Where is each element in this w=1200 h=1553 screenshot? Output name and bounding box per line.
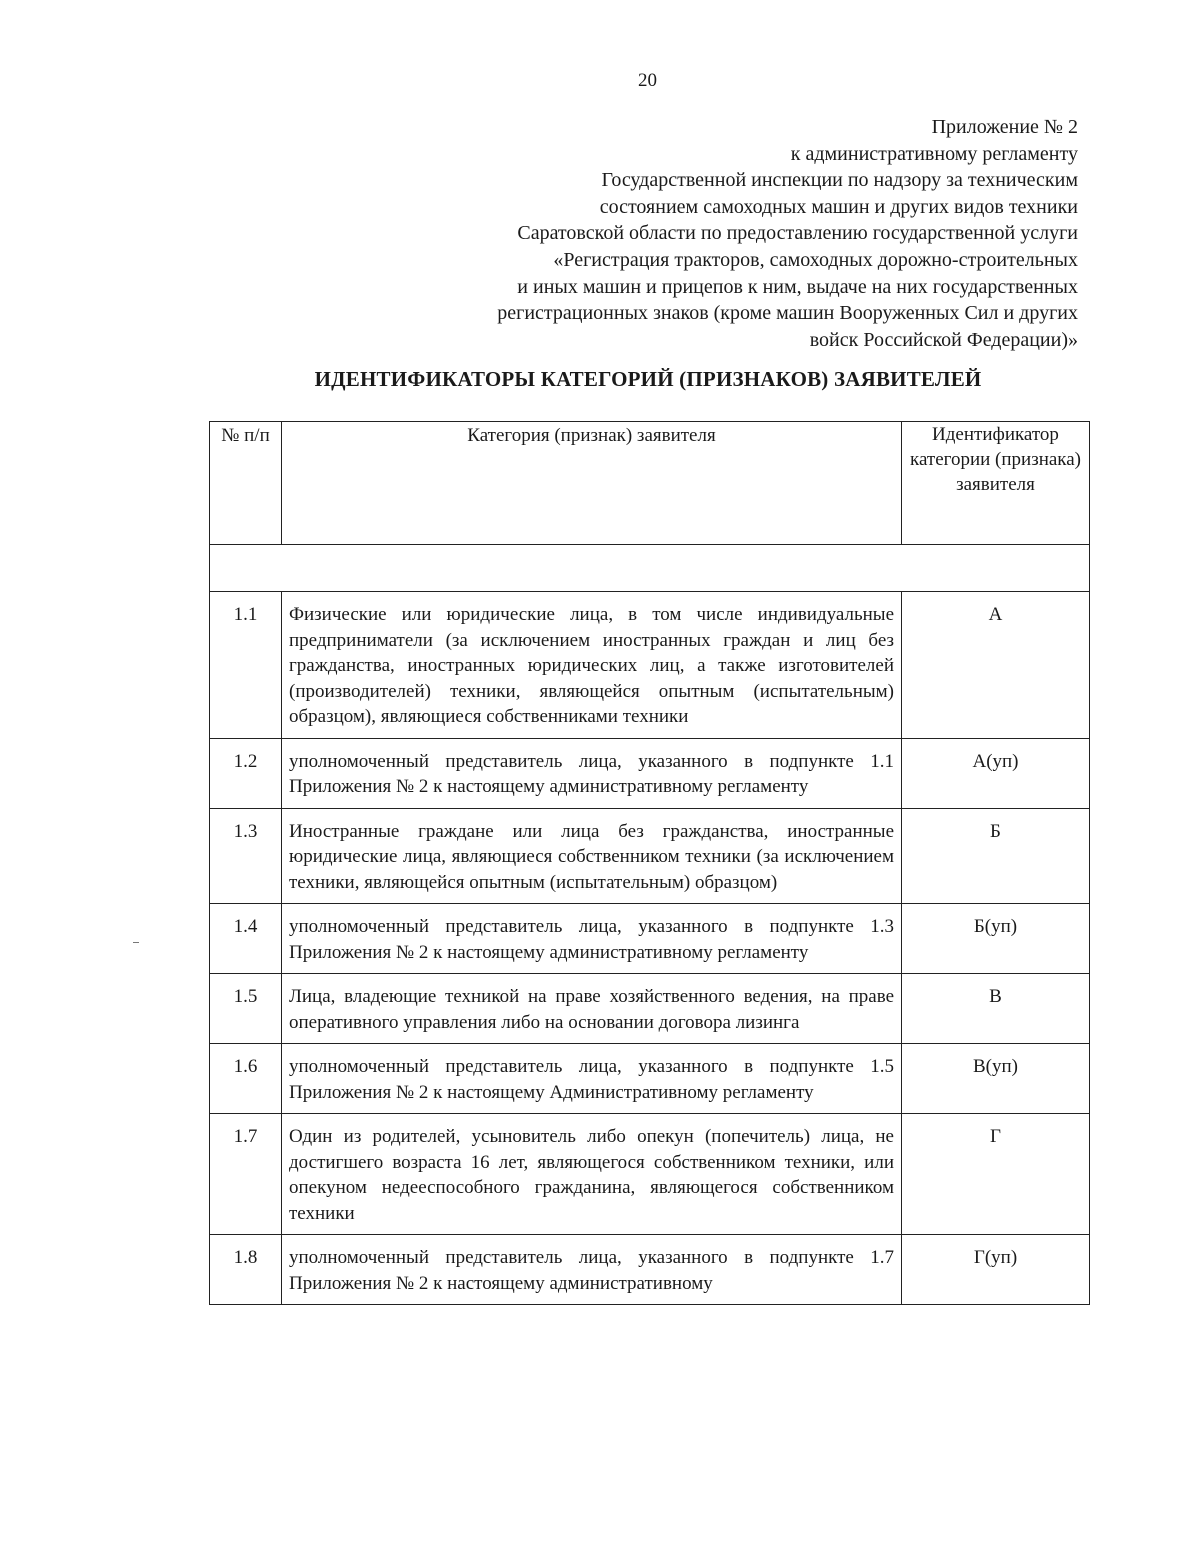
header-line: и иных машин и прицепов к ним, выдаче на них государственных — [517, 275, 1078, 298]
column-header-number: № п/п — [210, 422, 282, 545]
header-line: регистрационных знаков (кроме машин Вооруженных Сил и других — [497, 302, 1078, 325]
row-identifier: А — [902, 592, 1090, 739]
row-identifier: А(уп) — [902, 738, 1090, 808]
table-header-row — [210, 422, 1090, 545]
row-number: 1.6 — [210, 1044, 282, 1114]
header-line: войск Российской Федерации)» — [809, 328, 1078, 351]
row-category: Физические или юридические лица, в том числе индивидуальные предприниматели (за исключением иностранных граждан и лиц без гражданства, иностранных юридических лиц, а также изготовителей (производителей) техники, являющейся опытным (испытательным) образцом), являющиеся собственниками техники — [282, 592, 902, 739]
row-category: уполномоченный представитель лица, указанного в подпункте 1.7 Приложения № 2 к настоящему административному — [282, 1235, 902, 1305]
table-row — [210, 592, 1090, 739]
row-category: Один из родителей, усыновитель либо опекун (попечитель) лица, не достигшего возраста 16 лет, являющегося собственником техники, или опекуном недееспособного гражданина, являющегося собственником техники — [282, 1114, 902, 1235]
row-category: уполномоченный представитель лица, указанного в подпункте 1.3 Приложения № 2 к настоящему административному регламенту — [282, 904, 902, 974]
document-title: ИДЕНТИФИКАТОРЫ КАТЕГОРИЙ (ПРИЗНАКОВ) ЗАЯВИТЕЛЕЙ — [314, 367, 982, 391]
row-identifier: В(уп) — [902, 1044, 1090, 1114]
header-line: к административному регламенту — [790, 142, 1078, 165]
page-number: 20 — [638, 70, 657, 91]
row-number: 1.7 — [210, 1114, 282, 1235]
header-line: «Регистрация тракторов, самоходных дорожно-строительных — [553, 248, 1078, 271]
table-row — [210, 974, 1090, 1044]
table-row — [210, 1235, 1090, 1305]
appendix-header — [378, 114, 1078, 353]
row-category: уполномоченный представитель лица, указанного в подпункте 1.1 Приложения № 2 к настоящему административному регламенту — [282, 738, 902, 808]
row-number: 1.4 — [210, 904, 282, 974]
row-category: Лица, владеющие техникой на праве хозяйственного ведения, на праве оперативного управления либо на основании договора лизинга — [282, 974, 902, 1044]
header-line: Саратовской области по предоставлению государственной услуги — [517, 222, 1078, 245]
empty-cell — [210, 545, 1090, 592]
applicant-categories-table — [209, 421, 1090, 1305]
header-line: Приложение № 2 — [931, 116, 1078, 138]
empty-row — [210, 545, 1090, 592]
column-header-category: Категория (признак) заявителя — [282, 422, 902, 545]
row-identifier: Б(уп) — [902, 904, 1090, 974]
row-number: 1.1 — [210, 592, 282, 739]
row-number: 1.5 — [210, 974, 282, 1044]
column-header-identifier: Идентификатор категории (признака) заявителя — [902, 422, 1090, 545]
table-row — [210, 738, 1090, 808]
table-row — [210, 1114, 1090, 1235]
table-row — [210, 1044, 1090, 1114]
row-identifier: Г(уп) — [902, 1235, 1090, 1305]
row-identifier: Б — [902, 808, 1090, 904]
row-number: 1.2 — [210, 738, 282, 808]
row-number: 1.8 — [210, 1235, 282, 1305]
row-identifier: В — [902, 974, 1090, 1044]
table-row — [210, 808, 1090, 904]
row-number: 1.3 — [210, 808, 282, 904]
row-category: Иностранные граждане или лица без гражданства, иностранные юридические лица, являющиеся собственником техники (за исключением техники, являющейся опытным (испытательным) образцом) — [282, 808, 902, 904]
row-identifier: Г — [902, 1114, 1090, 1235]
table-row — [210, 904, 1090, 974]
header-line: Государственной инспекции по надзору за техническим — [601, 169, 1078, 192]
header-line: состоянием самоходных машин и других видов техники — [599, 195, 1078, 218]
row-category: уполномоченный представитель лица, указанного в подпункте 1.5 Приложения № 2 к настоящему Административному регламенту — [282, 1044, 902, 1114]
scan-margin-mark — [133, 942, 139, 943]
